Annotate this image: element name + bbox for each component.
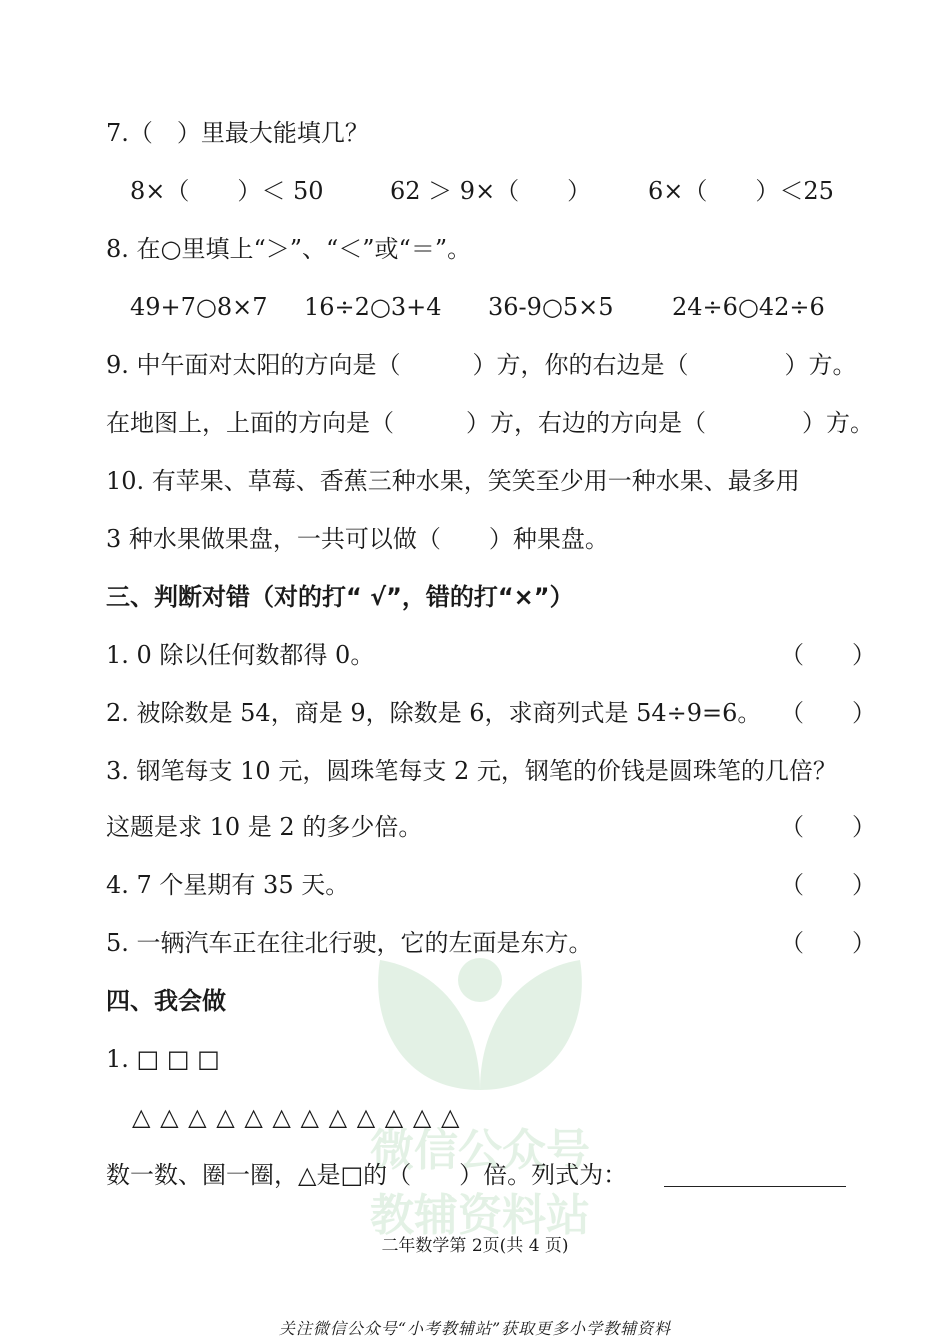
- judge-q3-line-1: 3. 钢笔每支 10 元，圆珠笔每支 2 元，钢笔的价钱是圆珠笔的几倍？: [106, 757, 837, 785]
- triangles-row: △ △ △ △ △ △ △ △ △ △ △ △: [132, 1103, 461, 1131]
- watermark-text-2: 教辅资料站: [370, 1190, 590, 1241]
- judge-q3-line-2: 这题是求 10 是 2 的多少倍。: [106, 813, 423, 841]
- page-footer: 二年数学第 2页(共 4 页): [381, 1236, 569, 1256]
- q9-line-2: 在地图上，上面的方向是（ ）方，右边的方向是（ ）方。: [106, 409, 874, 437]
- q8-item-2: 16÷2○3+4: [304, 293, 442, 321]
- watermark-text-1: 微信公众号: [370, 1125, 590, 1176]
- judge-q2: 2. 被除数是 54，商是 9，除数是 6，求商列式是 54÷9=6。: [106, 699, 762, 727]
- q7-item-3: 6×（ ）＜25: [648, 177, 834, 205]
- squares-row: 1. □ □ □: [106, 1045, 220, 1073]
- judge-q1: 1. 0 除以任何数都得 0。: [106, 641, 375, 669]
- judge-q4: 4. 7 个星期有 35 天。: [106, 871, 350, 899]
- leaf-icon: [378, 960, 480, 1090]
- answer-blank-line[interactable]: [664, 1186, 846, 1187]
- judge-q5: 5. 一辆汽车正在往北行驶，它的左面是东方。: [106, 929, 593, 957]
- judge-q5-answer[interactable]: （ ）: [780, 929, 876, 957]
- section4-q1-prompt: 数一数、圈一圈，△是□的（ ）倍。列式为：: [106, 1161, 628, 1189]
- circle-icon: [458, 958, 502, 1002]
- q7-item-2: 62 ＞ 9×（ ）: [390, 177, 592, 205]
- q7-title: 7.（ ）里最大能填几？: [106, 119, 369, 147]
- q8-item-1: 49+7○8×7: [130, 293, 268, 321]
- section3-title: 三、判断对错（对的打“ √”，错的打“×”）: [106, 583, 574, 611]
- q8-item-3: 36-9○5×5: [488, 293, 614, 321]
- wechat-footer: 关注微信公众号“小考教辅站”获取更多小学教辅资料: [278, 1319, 672, 1338]
- judge-q4-answer[interactable]: （ ）: [780, 871, 876, 899]
- section4-title: 四、我会做: [106, 987, 226, 1015]
- judge-q1-answer[interactable]: （ ）: [780, 641, 876, 669]
- q8-title: 8. 在○里填上“＞”、“＜”或“＝”。: [106, 235, 472, 263]
- leaf-icon: [480, 960, 582, 1090]
- judge-q3-answer[interactable]: （ ）: [780, 813, 876, 841]
- q8-item-4: 24÷6○42÷6: [672, 293, 825, 321]
- judge-q2-answer[interactable]: （ ）: [780, 699, 876, 727]
- watermark-logo: [340, 940, 620, 1260]
- q10-line-1: 10. 有苹果、草莓、香蕉三种水果，笑笑至少用一种水果、最多用: [106, 467, 800, 495]
- q10-line-2: 3 种水果做果盘，一共可以做（ ）种果盘。: [106, 525, 609, 553]
- q7-item-1: 8×（ ）＜ 50: [130, 177, 324, 205]
- q9-line-1: 9. 中午面对太阳的方向是（ ）方，你的右边是（ ）方。: [106, 351, 857, 379]
